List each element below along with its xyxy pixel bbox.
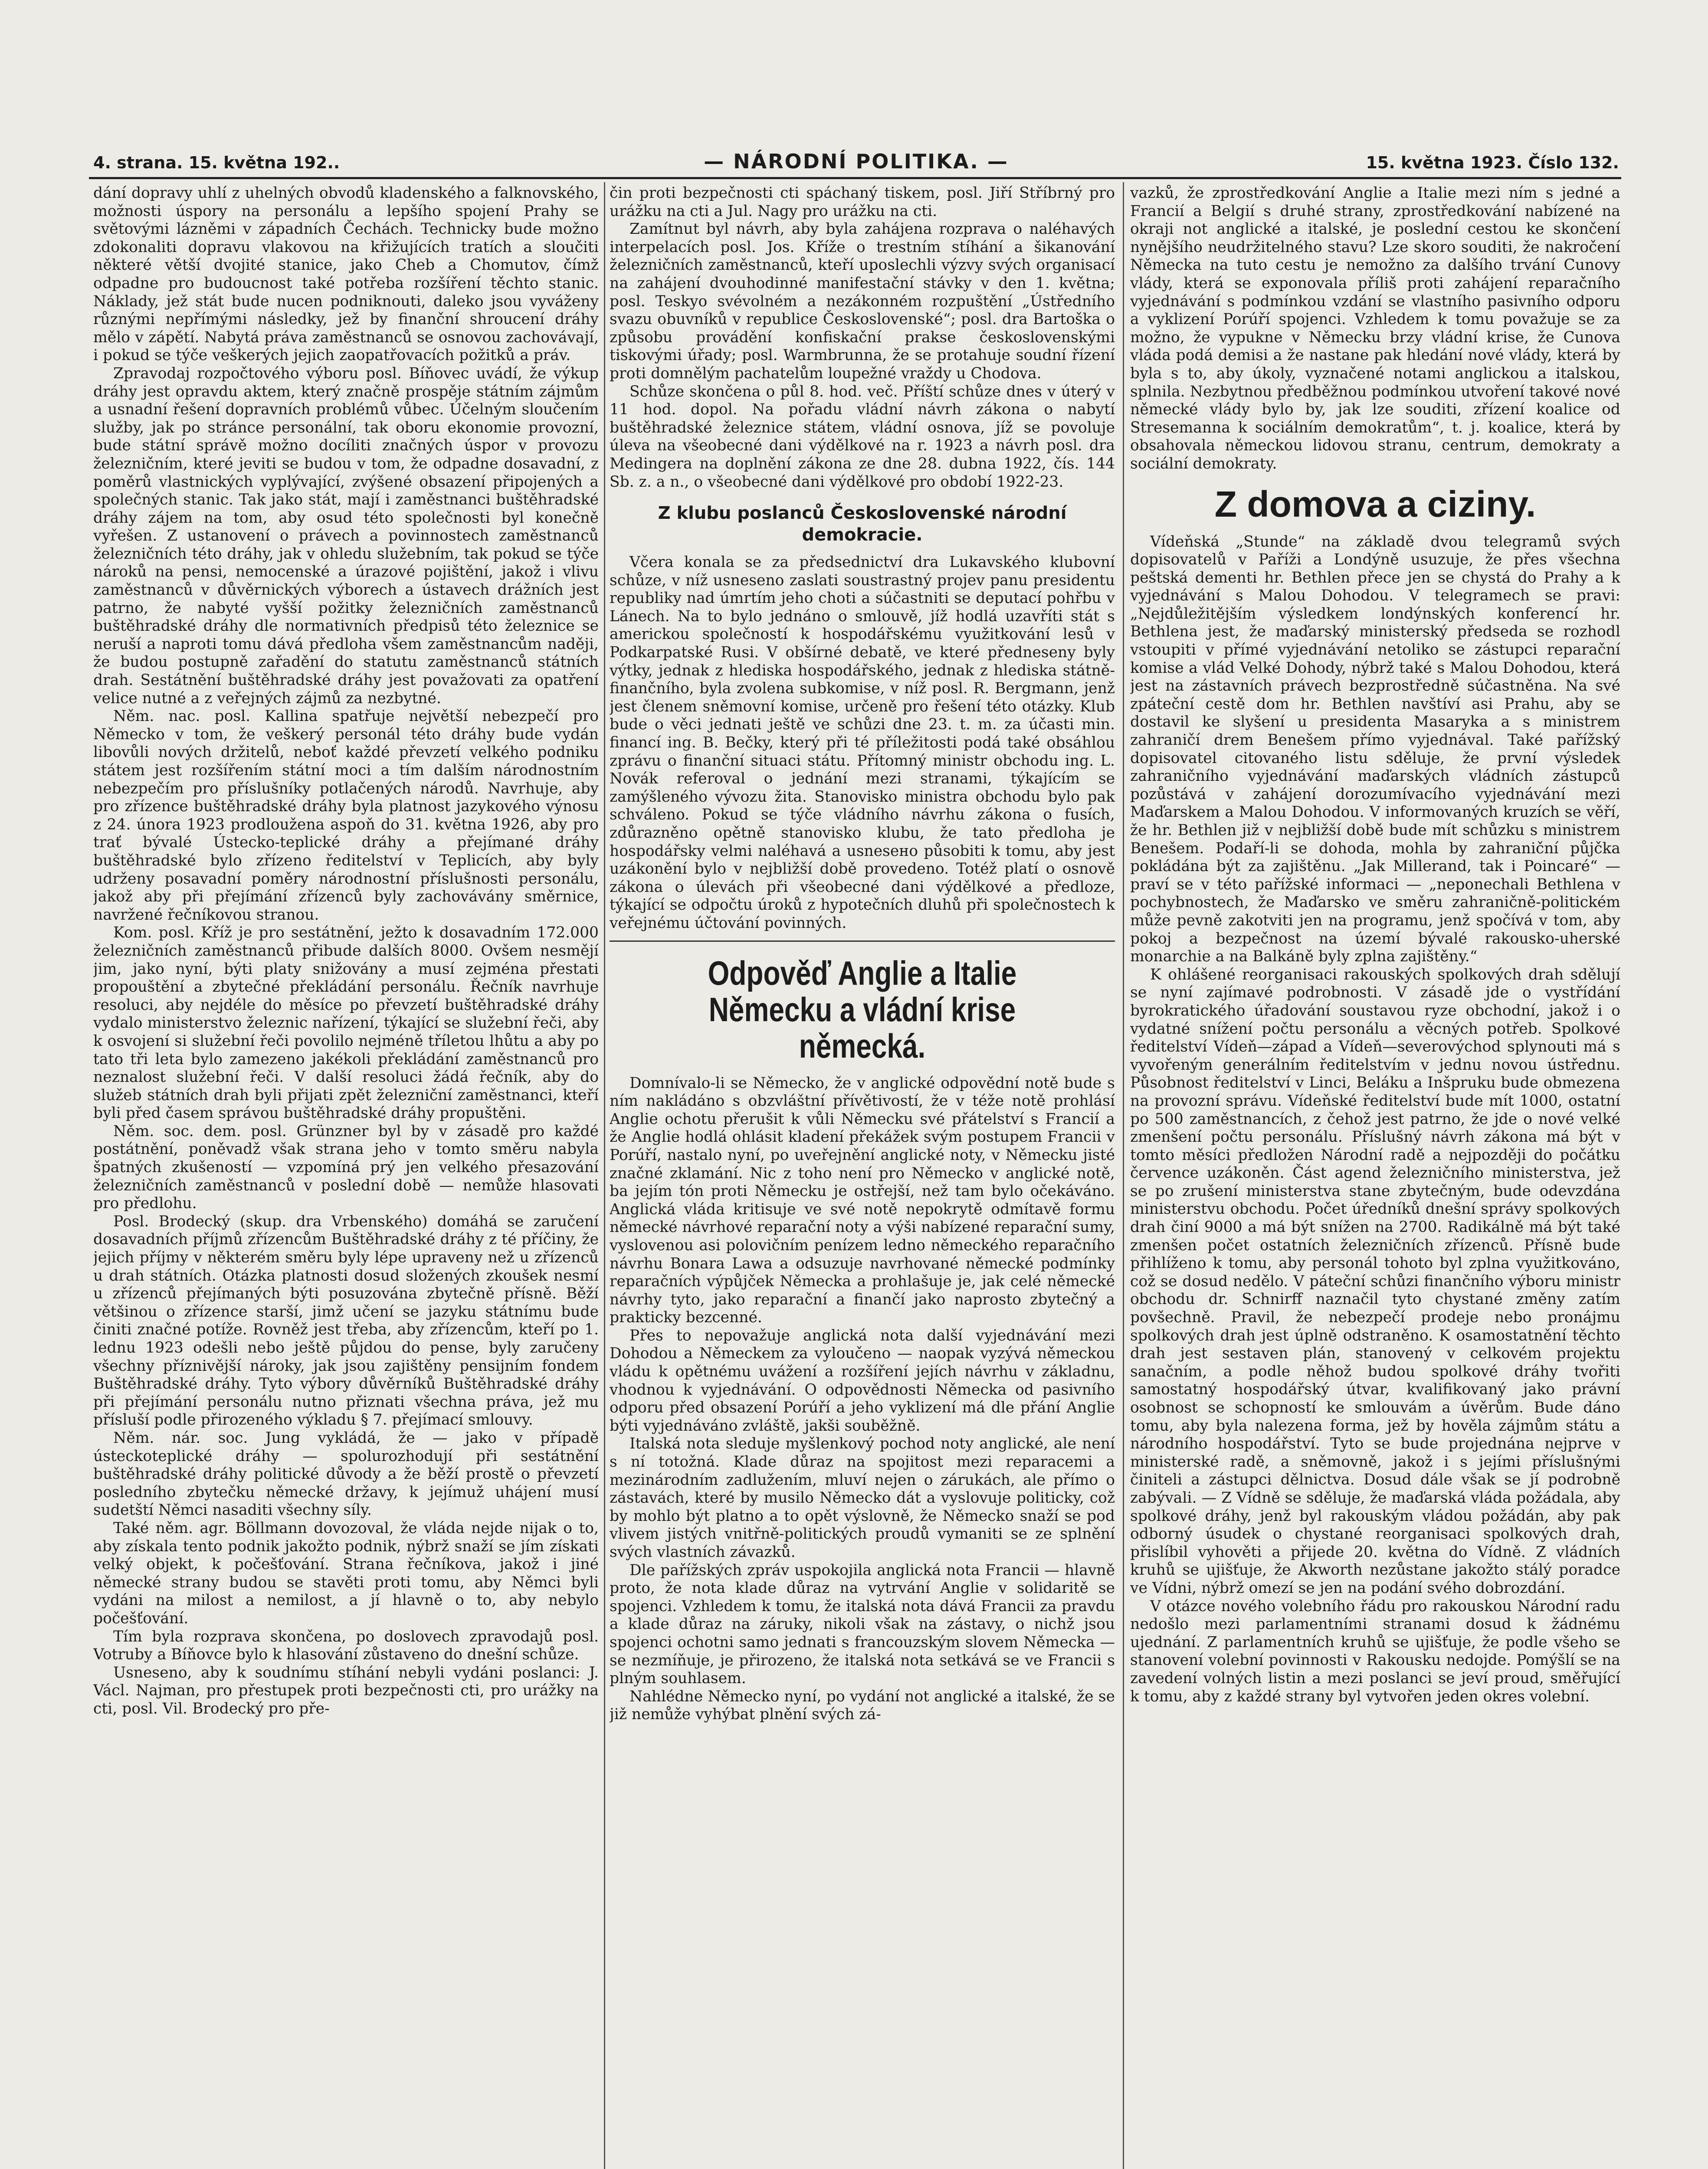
- section-rule: [610, 940, 1115, 942]
- paragraph: Kom. posl. Kříž je pro sestátnění, ježto k dosavadním 172.000 železničních zaměstnanců přibude dalších 8000. Ovšem nesmějí jim, jako nyní, býti platy snižovány a musí zejména přestati propouštění a zbytečné překládání personálu. Řečník navrhuje resoluci, aby nejdéle do měsíce po převzetí buštěhradské dráhy vydalo ministerstvo železnic nařízení, týkající se služební řeči, aby k osvojení si služební řeči povolilo nejméně tříletou lhůtu a aby po tato tři leta bylo zamezeno jakékoli překládání zaměstnanců pro neznalost služební řeči. V další resoluci žádá řečník, aby do služeb státních drah byli přijati zpět železniční zaměstnanci, kteří byli před časem správou buštěhradské dráhy propuštěni.: [93, 924, 599, 1122]
- paragraph: Zamítnut byl návrh, aby byla zahájena rozprava o naléhavých interpelacích posl. Jos. Kříže o trestním stíhání a šikanování železničních zaměstnanců, kteří uposlechli výzvy svých organisací na zahájení dvouhodinné manifestační stávky v den 1. května; posl. Teskyo svévolném a nezákonném rozpuštění „Ústředního svazu obuvníků v republice Československé“; posl. dra Bartoška o způsobu provádění konfiskační prakse československými tiskovými úřady; posl. Warmbrunna, že se protahuje soudní řízení proti domnělým pachatelům loupežné vraždy u Chodova.: [610, 220, 1115, 382]
- paragraph: V otázce nového volebního řádu pro rakouskou Národní radu nedošlo mezi parlamentními stranami dosud k žádnému ujednání. Z parlamentních kruhů se ujišťuje, že podle všeho se stanovení volební povinnosti v Rakousku nedojde. Pomýšlí se na zavedení volných listin a mezi poslanci se jeví proud, směřující k tomu, aby z každé strany byl vytvořen jeden okres volební.: [1130, 1597, 1620, 1705]
- paragraph: Italská nota sleduje myšlenkový pochod noty anglické, ale není s ní totožná. Klade důraz na spojitost mezi reparacemi a mezinárodním zadlužením, mluví nejen o zárukách, ale přímo o zástavách, které by musilo Německo dát a vyslovuje politicky, což by mohlo být platno a to opět výslovně, že Německo snaží se pod vlivem jistých vnitřně-politických proudů vymaniti se ze splnění svých vlastních závazků.: [610, 1435, 1115, 1561]
- paragraph: Usneseno, aby k soudnímu stíhání nebyli vydáni poslanci: J. Václ. Najman, pro přestupek proti bezpečnosti cti, pro urážky na cti, posl. Vil. Brodecký pro pře-: [93, 1664, 599, 1717]
- paragraph: Nahlédne Německo nyní, po vydání not anglické a italské, že se již nemůže vyhýbat plnění svých zá-: [610, 1687, 1115, 1723]
- paragraph: Včera konala se za předsednictví dra Lukavského klubovní schůze, v níž usneseno zaslati soustrastný projev panu presidentu republiky nad úmrtím jeho choti a súčastniti se deputací pohřbu v Lánech. Na to bylo jednáno o smlouvě, jíž hodlá uzavříti stát s americkou společností k hospodářskému využitkování lesů v Podkarpatské Rusi. V obšírné debatě, ve které předneseny byly výtky, jednak z hlediska hospodářského, jednak z hlediska státně-finančního, byla zvolena subkomise, v níž posl. R. Bergmann, jenž jest členem sněmovní komise, určeně pro řešení této otázky. Klub bude o věci jednati ještě ve schůzi dne 23. t. m. za účasti min. financí ing. B. Bečky, který při té příležitosti podá také obsáhlou zprávu o finanční situaci státu. Přítomný ministr obchodu ing. L. Novák referoval o jednání mezi stranami, týkajícím se zamýšleného vývozu žita. Stanovisko ministra obchodu bylo pak schváleno. Pokud se týče vládního návrhu zákona o fusích, zdůrazněno opětně stanovisko klubu, že tato předloha je hospodářsky velmi naléhavá a usnesено působiti k tomu, aby jest uzákonění bylo v nejbližší době provedeno. Totéž platí o osnově zákona o úlevách při všeobecné dani výdělkové a předloze, týkající se odpočtu úroků z hypotečních dluhů při společnostech k veřejnému účtování povinných.: [610, 554, 1115, 932]
- paragraph: Zpravodaj rozpočtového výboru posl. Bíňovec uvádí, že výkup dráhy jest opravdu aktem, který značně prospěje státním zájmům a usnadní řešení dopravních problémů vůbec. Účelným sloučením služby, jak po stránce personální, tak oboru ekonomie provozní, bude státní správě možno docíliti značných úspor v provozu železničním, které jeviti se budou v tom, že odpadne dosavadní, z poměrů vlastnických vyplývající, zvýšené obsazení připojených a společných stanic. Tak jako stát, mají i zaměstnanci buštěhradské dráhy zájem na tom, aby osud této společnosti byl konečně vyřešen. Z ustanovení o právech a povinnostech zaměstnanců železničních této dráhy, jak v ohledu služebním, tak pokud se týče nároků na pensi, nemocenské a úrazové pojištění, jakož i vlivu zaměstnanců v důvěrnických výborech a ústavech drážních jest patrno, že nabyté vyšší požitky železničních zaměstnanců buštěhradské dráhy dle normativních předpisů této železnice se neruší a naproti tomu dává předloha všem zaměstnancům naději, že budou postupně zařadění do statutu zaměstnanců státních drah. Sestátnění buštěhradské dráhy jest považovati za opatření velice nutné a z veřejných zájmů za nezbytné.: [93, 364, 599, 707]
- page-header: [93, 145, 1619, 180]
- paragraph: dání dopravy uhlí z uhelných obvodů kladenského a falknovského, možnosti úspory na personálu a lepšího spojení Prahy se světovými lázněmi v západních Čechách. Technicky bude možno zdokonaliti dopravu vlakovou na křižujících tratích a sloučiti některé větší dvojité stanice, jako Cheb a Chomutov, čímž odpadne pro budoucnost také potřeba rozšíření těchto stanic. Náklady, jež stát bude nucen podniknouti, daleko jsou vyváženy různými nepřímými následky, jež by finanční shroucení dráhy mělo v zápětí. Nabytá práva zaměstnanců se osnovou zachovávají, i pokud se týče veškerých jejich zaopatřovacích požitků a práv.: [93, 184, 599, 364]
- club-heading: Z klubu poslanců Československé národní demokracie.: [658, 503, 1067, 545]
- header-right: 15. května 1923. Číslo 132.: [1366, 153, 1619, 172]
- column-2-body-b: [610, 554, 1115, 932]
- column-2-body-a: [610, 184, 1115, 491]
- column-divider: [604, 182, 605, 2169]
- section-heading: Z domova a ciziny.: [1214, 483, 1536, 524]
- paragraph: Něm. nac. posl. Kallina spatřuje největší nebezpečí pro Německo v tom, že veškerý personál této dráhy bude vydán libovůli nových držitelů, neboť každé převzetí velkého podniku státem jest rozšířením státní moci a tím dalším národnostním nebezpečím pro příslušníky potlačených národů. Navrhuje, aby pro zřízence buštěhradské dráhy byla platnost jazykového výnosu z 24. února 1923 prodloužena aspoň do 31. května 1926, aby pro trať bývalé Ústecko-teplické dráhy a přejímané dráhy buštěhradské bylo zřízeno ředitelství v Teplicích, aby byly udrženy posavadní poměry národnostní příslušnosti personálu, jakož aby při přejímání zřízenců byly zachovávány směrnice, navržené řečníkovou stranou.: [93, 708, 599, 924]
- paragraph: Dle pařížských zpráv uspokojila anglická nota Francii — hlavně proto, že nota klade důraz na vytrvání Anglie v solidaritě se spojenci. Vzhledem k tomu, že italská nota dává Francii za pravdu a klade důraz na záruky, nikoli však na zástavy, o nichž jsou spojenci ochotni samo jednati s francouzským slovem Německa — se nezmíňuje, je přirozeno, že italská nota setkává se ve Francii s plným souhlasem.: [610, 1561, 1115, 1687]
- paragraph: Vídeňská „Stunde“ na základě dvou telegramů svých dopisovatelů v Paříži a Londýně usuzuje, že přes všechna peštská dementi hr. Bethlen přece jen se chystá do Prahy a k vyjednávání s Malou Dohodou. V telegramech se pravi: „Nejdůležitějším výsledkem londýnských konferencí hr. Bethlena jest, že maďarský ministerský předseda se rozhodl vstoupiti v přímé vyjednávání netoliko se zástupci reparační komise a vlád Velké Dohody, nýbrž také s Malou Dohodou, která jest na zástavních právech bezprostředně súčastněna. Na své zpáteční cestě dom hr. Bethlen navštíví asi Prahu, aby se dostavil ke slyšení u presidenta Masaryka a s ministrem zahraničí drem Benešem přímo vyjednával. Také pařížský dopisovatel citovaného listu sděluje, že první výsledek zahraničního vyjednávání maďarských vládních zástupců pozůstává v zahájení dorozumívacího vyjednávání mezi Maďarskem a Malou Dohodou. V informovaných kruzích se věří, že hr. Bethlen již v nejbližší době bude mít schůzku s ministrem Benešem. Podaří-li se dohoda, mohla by zahraniční půjčka pokládána být za zajištěnu. „Jak Millerand, tak i Poincaré“ — praví se v této pařížské informaci — „neponechali Bethlena v pochybnostech, že Maďarsko ve směru zahraničně-politickém může pevně zakotviti jen na programu, jenž spočívá v tom, aby pokoj a bezpečnost na území bývalé rakousko-uherské monarchie a na Balkáně byly zplna zajištěny.“: [1130, 533, 1620, 966]
- column-2-body-c: [610, 1075, 1115, 1724]
- header-left: 4. strana. 15. května 192..: [93, 153, 340, 172]
- header-title: — NÁRODNÍ POLITIKA. —: [704, 150, 1009, 173]
- paragraph: Něm. nár. soc. Jung vykládá, že — jako v případě ústeckoteplické dráhy — spolurozhodují při sestátnění buštěhradské dráhy politické důvody a že běží prostě o převzetí posledního zbytečku německé državy, k jejímuž uhájení musí sudetští Němci nasaditi všechny síly.: [93, 1429, 599, 1519]
- column-divider: [1123, 182, 1124, 2169]
- paragraph: vazků, že zprostředkování Anglie a Italie mezi ním s jedné a Francií a Belgií s druhé strany, zprostředkování nabízené na okraji not anglické a italské, je poslední cestou ke skončení nynějšího neudržitelného stavu? Lze skoro souditi, že nakročení Německa na tuto cestu je nemožno za dalšího trvání Cunovy vlády, která se exponovala příliš proti zahájení reparačního vyjednávání s podmínkou vzdání se vlastního pasivního odporu a vyklizení Porúří spojenci. Vzhledem k tomu považuje se za možno, že vypukne v Německu brzy vládní krise, že Cunova vláda podá demisi a že nastane pak hledání nové vlády, která by byla s to, aby úkoly, vyznačené notami anglickou a italskou, splnila. Nezbytnou předběžnou podmínkou utvoření takové nové německé vlády bylo by, jak lze souditi, zřízení koalice od Stresemanna k sociálním demokratům“, t. j. koalice, která by obsahovala německou lidovou stranu, centrum, demokraty a sociální demokraty.: [1130, 184, 1620, 472]
- column-3-body-b: [1130, 533, 1620, 1706]
- paragraph: Také něm. agr. Böllmann dovozoval, že vláda nejde nijak o to, aby získala tento podnik jakožto podnik, nýbrž snaží se jím získati velký objekt, k počešťování. Strana řečníkova, jakož i jiné německé strany budou se stavěti proti tomu, aby Němci byli vydáni na milost a nemilost, a jí hlavně o to, aby nebylo počešťování.: [93, 1519, 599, 1627]
- column-2: [610, 184, 1115, 2169]
- column-3-body-a: [1130, 184, 1620, 473]
- paragraph: čin proti bezpečnosti cti spáchaný tiskem, posl. Jiří Stříbrný pro urážku na cti a Jul. Nagy pro urážku na cti.: [610, 184, 1115, 220]
- article-heading: Odpověď Anglie a Italie Německu a vládní krise německá.: [708, 953, 1017, 1065]
- paragraph: Posl. Brodecký (skup. dra Vrbenského) domáhá se zaručení dosavadních příjmů zřízencům Buštěhradské dráhy z té příčiny, že jejich příjmy v některém směru byly lépe upraveny než u zřízenců u drah státních. Otázka platnosti dosud složených zkoušek nesmí u zřízenců přejímaných býti posuzována zbytečně přísně. Běží většinou o zřízence starší, jimž učení se jazyku státnímu bude činiti značné potíže. Rovněž jest třeba, aby zřízencům, kteří po 1. lednu 1923 odešli nebo ještě půjdou do pense, byly zaručeny všechny příznivější nároky, jak jsou zajištěny pensijním fondem Buštěhradské dráhy. Tyto výbory důvěrníků Buštěhradské dráhy při přejímání personálu nutno přiznati všechna práva, jež mu přísluší podle přirozeného výkladu § 7. přejímací smlouvy.: [93, 1212, 599, 1429]
- paragraph: Schůze skončena o půl 8. hod. več. Příští schůze dnes v úterý v 11 hod. dopol. Na pořadu vládní návrh zákona o nabytí buštěhradské železnice státem, vládní osnova, jíž se povoluje úleva na všeobecné dani výdělkové na r. 1923 a návrh posl. dra Medingera na doplnění zákona ze dne 28. dubna 1922, čís. 144 Sb. z. a n., o všeobecné dani výdělkové pro období 1922-23.: [610, 383, 1115, 491]
- paragraph: Tím byla rozprava skončena, po doslovech zpravodajů posl. Votruby a Bíňovce bylo k hlasování zůstaveno do dnešní schůze.: [93, 1628, 599, 1664]
- paragraph: Něm. soc. dem. posl. Grünzner byl by v zásadě pro každé postátnění, poněvadž však strana jeho v tomto směru nabyla špatných zkušeností — vzpomíná prý jen velkého přesazování železničních zaměstnanců v poslední době — nemůže hlasovati pro předlohu.: [93, 1122, 599, 1212]
- column-1-body: [93, 184, 599, 1718]
- paragraph: Přes to nepovažuje anglická nota další vyjednávání mezi Dohodou a Německem za vyloučeno — naopak vyzývá německou vládu k opětnému uvážení a rozšíření jejích návrhu v základnu, vhodnou k vyjednávání. O odpovědnosti Německa od pasivního odporu před obsazení Porúří a jeho vyklizení má dle přání Anglie býti vyjednáváno zvláště, jakši souběžně.: [610, 1327, 1115, 1435]
- header-rule: [89, 177, 1621, 179]
- paragraph: K ohlášené reorganisaci rakouských spolkových drah sdělují se nyní zajímavé podrobnosti. V zásadě jde o vystřídání byrokratického úřadování soustavou ryze obchodní, jakož i o vydatné snížení počtu personálu a věcných potřeb. Spolkové ředitelství Vídeň—západ a Vídeň—severovýchod splynouti má s vyvořeným generálním ředitelstvím v jednu novou ústřednu. Působnost ředitelství v Linci, Beláku a Inšpruku bude obmezena na provozní správu. Vídeňské ředitelství bude mít 1000, ostatní po 500 zaměstnancích, z čehož jest patrno, že jde o nové velké zmenšení počtu personálu. Příslušný návrh zákona má být v tomto měsíci předložen Národní radě a nejpozději do počátku července uzákoněn. Část agend železničního ministerstva, jež se po zrušení ministerstva stane zbytečným, bude odevzdána ministerstvu obchodu. Počet úředníků dnešní správy spolkových drah činí 9000 a má být snížen na 2700. Radikálně má být také zmenšen počet ostatních železničních zřízenců. Přísně bude přihlíženo k tomu, aby personál tohoto byl zplna využitkováno, což se dosud nedělo. V páteční schůzi finančního výboru ministr obchodu dr. Schnirff naznačil tyto chystané změny zatím povšechně. Pravil, že nebezpečí prodeje nebo pronájmu spolkových drah jest úplně odstraněno. K osamostatnění těchto drah jest sestaven plán, stanovený v celkovém projektu sanačním, a podle něhož budou spolkové dráhy tvořiti samostatný hospodářský útvar, kvalifikovaný jako právní osobnost se schopností ke smlouvám a úvěrům. Bude dáno tomu, aby byla nalezena forma, jež by hověla zájmům státu a národního hospodářství. Tyto se bude projednána nejprve v ministerské radě, a sněmovně, jakož i s jejími příslušnými činiteli a zástupci dělnictva. Dosud dále však se jí podrobně zabývali. — Z Vídně se sděluje, že maďarská vláda požádala, aby spolkové dráhy, jenž byl rakouským vládou požádán, aby pak odborný úsudek o chystané reorganisaci spolkových drah, přislíbil vyhověti a přijede 20. května do Vídně. Z vládních kruhů se ujišťuje, že Akworth nezůstane jakožto stálý poradce ve Vídni, nýbrž omezí se jen na podání svého dobrozdání.: [1130, 966, 1620, 1597]
- paragraph: Domnívalo-li se Německo, že v anglické odpovědní notě bude s ním nakládáno s obzvláštní přívětivostí, že v téže notě prohlásí Anglie ochotu přerušit k vůli Německu své přátelství s Francií a že Anglie hodlá ohlásit kladení překážek svým postupem Francii v Porúří, nastalo nyní, po uveřejnění anglické noty, v Německu jisté značné zklamání. Nic z toho není pro Německo v anglické notě, ba jejím tón proti Německu je ostřejší, než tam bylo očekáváno. Anglická vláda kritisuje ve své notě nepokrytě odmítavě formu německé návrhové reparační noty a výši nabízené reparační sumy, vyslovenou asi polovičním penízem ledno německého reparačního návrhu Bonara Lawa a odsuzuje navrhované německé podmínky reparačních výpůjček Německa a prohlašuje je, jak celé německé návrhy tyto, jako reparační a finančí jako naprosto zbytečný a prakticky bezcenné.: [610, 1074, 1115, 1327]
- column-1: [93, 184, 599, 2169]
- column-3: [1130, 184, 1620, 2169]
